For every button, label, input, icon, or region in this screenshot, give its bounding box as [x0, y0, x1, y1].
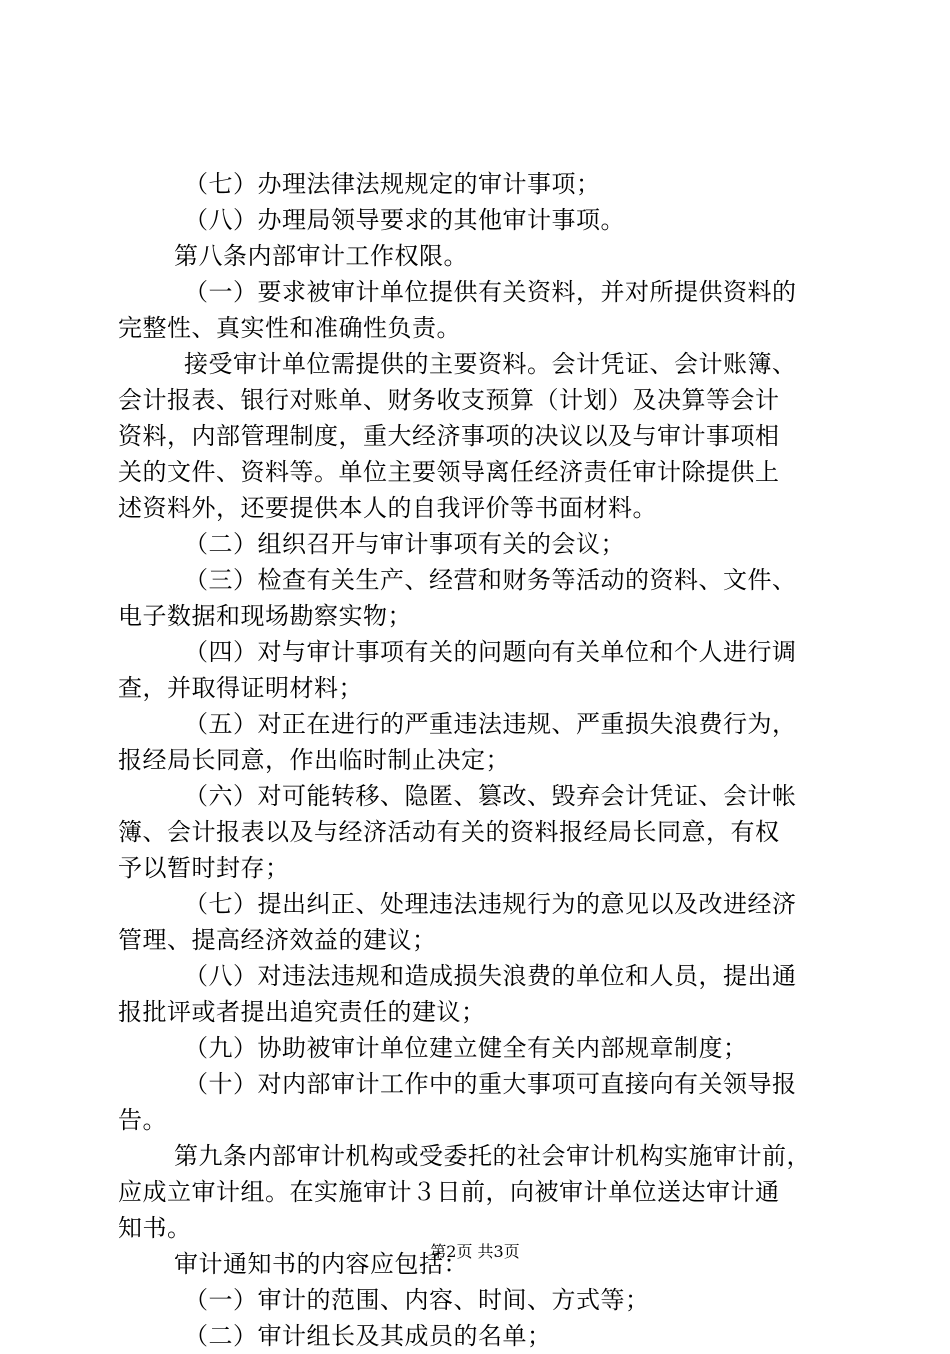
document-body: [118, 166, 838, 1354]
text-line: 述资料外，还要提供本人的自我评价等书面材料。: [118, 494, 657, 522]
text-line: （十）对内部审计工作中的重大事项可直接向有关领导报: [184, 1070, 797, 1098]
text-line: 簿、会计报表以及与经济活动有关的资料报经局长同意，有权: [118, 818, 780, 846]
text-line: 报经局长同意，作出临时制止决定；: [118, 746, 510, 774]
text-line: 关的文件、资料等。单位主要领导离任经济责任审计除提供上: [118, 458, 780, 486]
text-line: 电子数据和现场勘察实物；: [118, 602, 412, 630]
text-line: 资料，内部管理制度，重大经济事项的决议以及与审计事项相: [118, 422, 780, 450]
text-line: 报批评或者提出追究责任的建议；: [118, 998, 486, 1026]
text-line: （三）检查有关生产、经营和财务等活动的资料、文件、: [184, 566, 797, 594]
text-line: 接受审计单位需提供的主要资料。会计凭证、会计账簿、: [184, 350, 797, 378]
text-line: 审计通知书的内容应包括：: [174, 1250, 468, 1278]
text-line: （一）审计的范围、内容、时间、方式等；: [184, 1286, 650, 1314]
text-line: 予以暂时封存；: [118, 854, 290, 882]
text-line: 会计报表、银行对账单、财务收支预算（计划）及决算等会计: [118, 386, 780, 414]
text-line: （八）对违法违规和造成损失浪费的单位和人员，提出通: [184, 962, 797, 990]
text-line: （九）协助被审计单位建立健全有关内部规章制度；: [184, 1034, 748, 1062]
text-line: （二）组织召开与审计事项有关的会议；: [184, 530, 625, 558]
text-line: 第九条内部审计机构或受委托的社会审计机构实施审计前，: [174, 1142, 811, 1170]
text-line: （四）对与审计事项有关的问题向有关单位和个人进行调: [184, 638, 797, 666]
text-line: 知书。: [118, 1214, 192, 1242]
text-line: （五）对正在进行的严重违法违规、严重损失浪费行为，: [184, 710, 797, 738]
text-line: 告。: [118, 1106, 167, 1134]
text-line: 完整性、真实性和准确性负责。: [118, 314, 461, 342]
text-line: 应成立审计组。在实施审计３日前，向被审计单位送达审计通: [118, 1178, 780, 1206]
text-line: 第八条内部审计工作权限。: [174, 242, 468, 270]
text-line: 管理、提高经济效益的建议；: [118, 926, 437, 954]
text-line: （八）办理局领导要求的其他审计事项。: [184, 206, 625, 234]
text-line: 查，并取得证明材料；: [118, 674, 363, 702]
text-line: （七）提出纠正、处理违法违规行为的意见以及改进经济: [184, 890, 797, 918]
text-line: （一）要求被审计单位提供有关资料，并对所提供资料的: [184, 278, 797, 306]
page-footer: 第2页 共3页: [430, 1242, 520, 1261]
text-line: （七）办理法律法规规定的审计事项；: [184, 170, 601, 198]
text-line: （二）审计组长及其成员的名单；: [184, 1322, 552, 1350]
text-line: （六）对可能转移、隐匿、篡改、毁弃会计凭证、会计帐: [184, 782, 797, 810]
